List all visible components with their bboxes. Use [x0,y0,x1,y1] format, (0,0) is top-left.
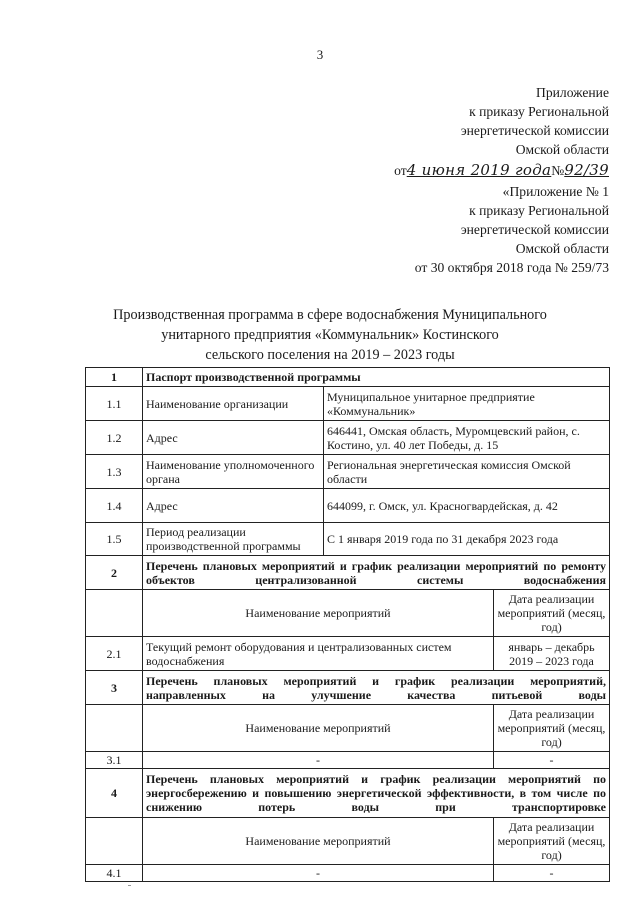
event-name: - [143,752,494,769]
row-value: Муниципальное унитарное предприятие «Коммунальник» [324,387,610,421]
date-prefix: от [394,163,407,178]
title-line: сельского поселения на 2019 – 2023 годы [205,347,455,363]
event-date: - [494,752,610,769]
section-title: Перечень плановых мероприятий и график реализации мероприятий по энергосбережению и повышению энергетической эффективности, в том числе по снижению потерь воды при транспортировке [143,769,610,818]
row-number: 4.1 [86,865,143,882]
handwritten-number: 92/39 [564,161,609,179]
row-label: Наименование организации [143,387,324,421]
section-number: 3 [86,671,143,705]
empty-cell [86,705,143,752]
row-number: 1.5 [86,523,143,556]
column-header-date: Дата реализации мероприятий (месяц, год) [494,590,610,637]
row-label: Адрес [143,421,324,455]
section-title: Паспорт производственной программы [143,368,610,387]
row-number: 2.1 [86,637,143,671]
appendix-line: к приказу Региональной [469,203,609,218]
table-row [86,818,610,865]
empty-cell [86,590,143,637]
appendix-line: от 30 октября 2018 года № 259/73 [414,260,609,275]
event-date: - [494,865,610,882]
table-row [86,671,610,705]
column-header-name: Наименование мероприятий [143,705,494,752]
row-label: Адрес [143,489,324,523]
row-label: Наименование уполномоченного органа [143,455,324,489]
column-header-date: Дата реализации мероприятий (месяц, год) [494,705,610,752]
title-line: унитарного предприятия «Коммунальник» Костинского [161,327,499,343]
column-header-name: Наименование мероприятий [143,590,494,637]
column-header-date: Дата реализации мероприятий (месяц, год) [494,818,610,865]
section-number: 2 [86,556,143,590]
appendix-header [394,83,609,180]
scan-mark [128,885,131,886]
event-date: январь – декабрь 2019 – 2023 года [494,637,610,671]
table-row [86,387,610,421]
row-number: 3.1 [86,752,143,769]
row-value: С 1 января 2019 года по 31 декабря 2023 года [324,523,610,556]
row-number: 1.2 [86,421,143,455]
table-row [86,590,610,637]
row-value: 644099, г. Омск, ул. Красногвардейская, д. 42 [324,489,610,523]
table-row [86,421,610,455]
table-row [86,455,610,489]
appendix-line: Омской области [515,142,609,157]
table-row [86,523,610,556]
title-line: Производственная программа в сфере водоснабжения Муниципального [113,307,547,323]
section-number: 1 [86,368,143,387]
section-title: Перечень плановых мероприятий и график реализации мероприятий, направленных на улучшение качества питьевой воды [143,671,610,705]
row-number: 1.3 [86,455,143,489]
event-name: Текущий ремонт оборудования и централизованных систем водоснабжения [143,637,494,671]
row-number: 1.1 [86,387,143,421]
appendix-line: энергетической комиссии [460,123,609,138]
table-row [86,368,610,387]
table-row [86,705,610,752]
program-table [85,367,610,882]
number-prefix: № [551,163,565,178]
appendix-line: Омской области [515,241,609,256]
table-row [86,865,610,882]
table-row [86,752,610,769]
appendix-line: Приложение [536,85,609,100]
document-title [70,305,590,365]
section-number: 4 [86,769,143,818]
section-title: Перечень плановых мероприятий и график реализации мероприятий по ремонту объектов централизованной системы водоснабжения [143,556,610,590]
empty-cell [86,818,143,865]
appendix-line: «Приложение № 1 [502,184,609,199]
table-row [86,769,610,818]
column-header-name: Наименование мероприятий [143,818,494,865]
row-number: 1.4 [86,489,143,523]
original-appendix-header [415,182,609,277]
row-value: Региональная энергетическая комиссия Омской области [324,455,610,489]
table-row [86,489,610,523]
page-number: 3 [316,47,324,62]
appendix-line: к приказу Региональной [469,104,609,119]
table-row [86,637,610,671]
appendix-date-line [394,161,609,180]
row-label: Период реализации производственной программы [143,523,324,556]
table-row [86,556,610,590]
handwritten-date: 4 июня 2019 года [406,161,552,179]
row-value: 646441, Омская область, Муромцевский район, с. Костино, ул. 40 лет Победы, д. 15 [324,421,610,455]
appendix-line: энергетической комиссии [460,222,609,237]
event-name: - [143,865,494,882]
